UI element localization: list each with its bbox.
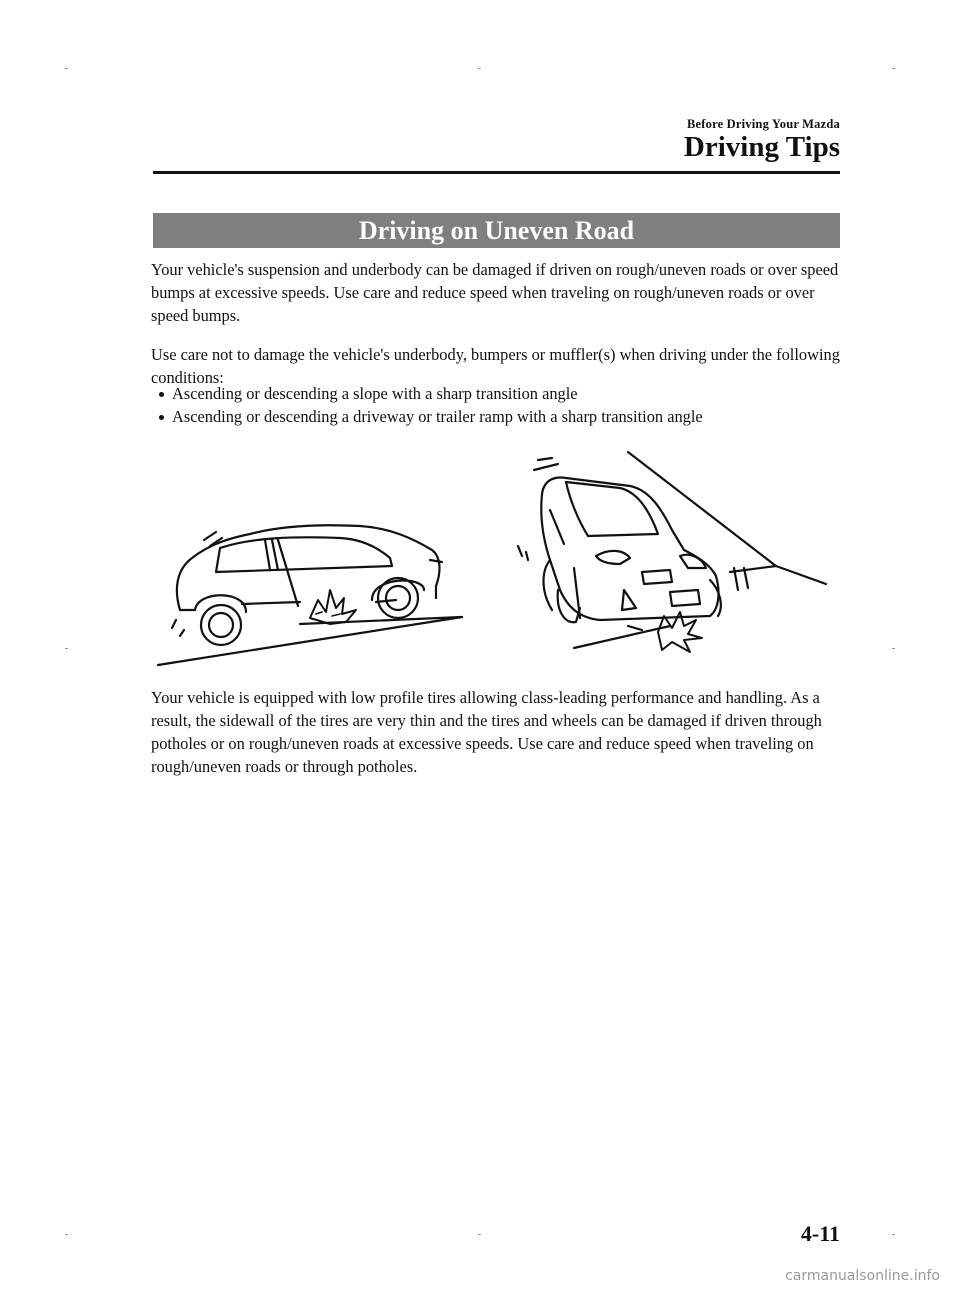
illustration-cars-on-slopes <box>150 440 840 670</box>
crop-mark <box>892 68 895 69</box>
body-paragraph: Your vehicle is equipped with low profile tires allowing class-leading performance and handling. As a result, the sidewall of the tires are very thin and the tires and wheels can be damaged if driven through potholes or on rough/uneven roads at excessive speeds. Use care and reduce speed when traveling on rough/uneven roads or through potholes. <box>151 688 822 776</box>
condition-list <box>159 382 703 428</box>
page-number: 4-11 <box>800 1221 840 1246</box>
crop-mark <box>65 1234 68 1235</box>
chapter-title: Driving Tips <box>683 131 840 163</box>
crop-mark <box>892 648 895 649</box>
side-view-car-illustration <box>158 525 462 665</box>
body-paragraph: Use care not to damage the vehicle's underbody, bumpers or muffler(s) when driving under the following conditions: <box>151 345 840 387</box>
list-item: Ascending or descending a slope with a sharp transition angle <box>159 382 703 405</box>
chapter-subtitle: Before Driving Your Mazda <box>686 117 840 131</box>
crop-mark <box>892 1234 895 1235</box>
crop-mark <box>478 1234 481 1235</box>
crop-mark <box>478 68 481 69</box>
header-divider <box>153 171 840 174</box>
front-view-car-illustration <box>518 452 826 652</box>
crop-mark <box>65 648 68 649</box>
crop-mark <box>65 68 68 69</box>
section-heading: Driving on Uneven Road <box>153 213 840 248</box>
list-item: Ascending or descending a driveway or trailer ramp with a sharp transition angle <box>159 405 703 428</box>
body-paragraph: Your vehicle's suspension and underbody can be damaged if driven on rough/uneven roads or over speed bumps at excessive speeds. Use care and reduce speed when traveling on rough/uneven roads or over speed bumps. <box>151 260 839 325</box>
watermark: carmanualsonline.info <box>785 1268 940 1284</box>
